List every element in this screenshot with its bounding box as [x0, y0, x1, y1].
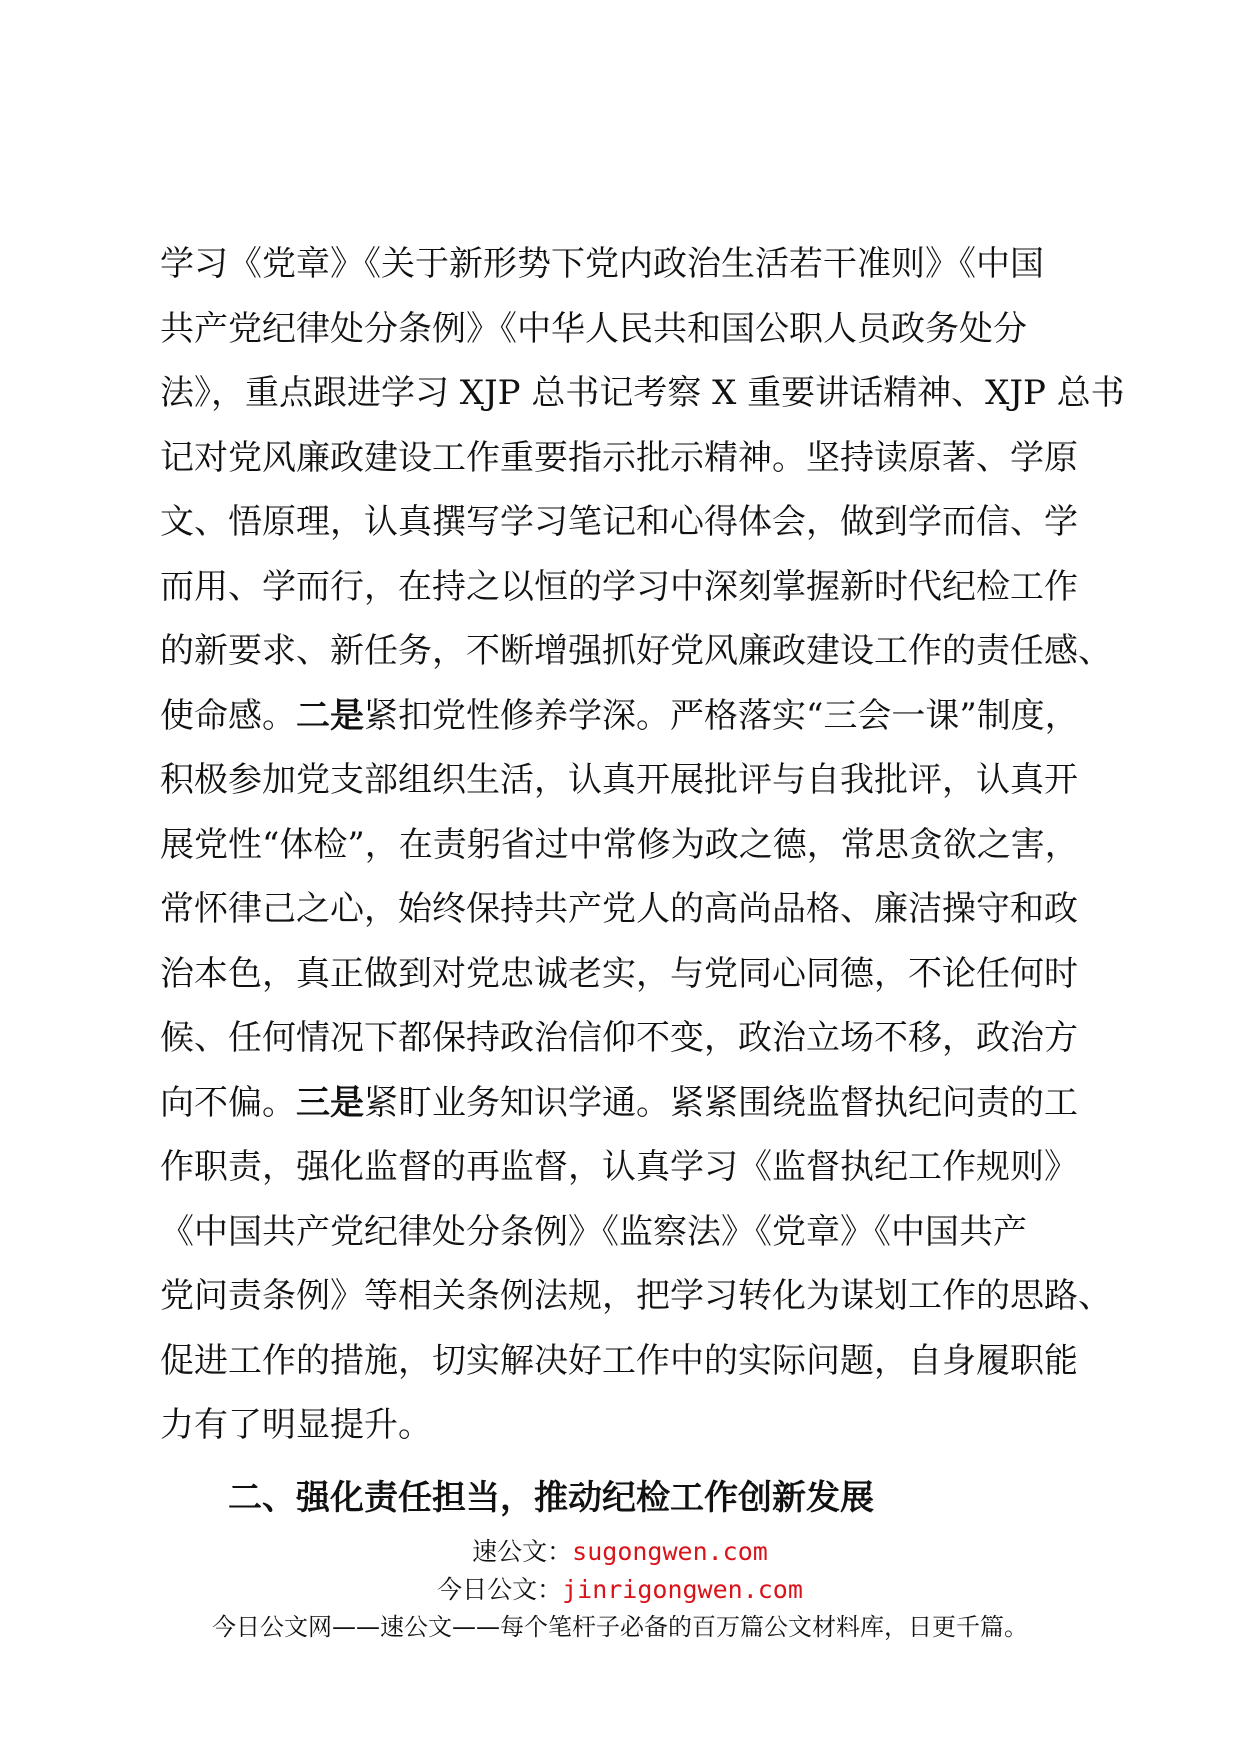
section-heading: 二、强化责任担当，推动纪检工作创新发展 — [228, 1478, 874, 1518]
text-line — [160, 942, 1090, 1007]
text-line — [160, 1329, 1090, 1394]
text-line — [160, 490, 1090, 555]
text-segment: 向不偏。 — [160, 1082, 296, 1123]
text-line — [160, 877, 1090, 942]
text-line — [160, 361, 1125, 426]
bold-marker: 二是 — [296, 695, 364, 736]
footer-line-jinrigongwen — [0, 1571, 1240, 1609]
text-segment: 法》，重点跟进学习 XJP 总书记考察 X 重要讲话精神、XJP 总书 — [160, 373, 1125, 413]
text-line — [160, 1135, 1090, 1200]
text-segment: 紧盯业务知识学通。紧紧围绕监督执纪问责的工 — [364, 1082, 1078, 1123]
text-line — [160, 297, 1090, 362]
footer-line-sugongwen — [0, 1533, 1240, 1571]
text-segment: 促进工作的措施，切实解决好工作中的实际问题，自身履职能 — [160, 1340, 1078, 1381]
text-segment: 学习《党章》《关于新形势下党内政治生活若干准则》《中国 — [160, 244, 1044, 284]
text-segment: 治本色，真正做到对党忠诚老实，与党同心同德，不论任何时 — [160, 953, 1078, 994]
text-segment: 紧扣党性修养学深。严格落实“三会一课”制度， — [364, 695, 1079, 736]
body-paragraph — [160, 232, 1125, 1458]
text-line — [160, 1200, 1090, 1265]
text-segment: 作职责，强化监督的再监督，认真学习《监督执纪工作规则》 — [160, 1147, 1078, 1187]
text-segment: 候、任何情况下都保持政治信仰不变，政治立场不移，政治方 — [160, 1018, 1078, 1058]
text-segment: 而用、学而行，在持之以恒的学习中深刻掌握新时代纪检工作 — [160, 566, 1078, 607]
text-segment: 展党性“体检”，在责躬省过中常修为政之德，常思贪欲之害， — [160, 824, 1079, 865]
text-line — [160, 684, 1090, 749]
text-line — [160, 426, 1090, 491]
text-line — [160, 748, 1090, 813]
text-segment: 的新要求、新任务，不断增强抓好党风廉政建设工作的责任感、 — [160, 631, 1112, 671]
text-segment: 文、悟原理，认真撰写学习笔记和心得体会，做到学而信、学 — [160, 502, 1078, 542]
text-segment: 党问责条例》等相关条例法规，把学习转化为谋划工作的思路、 — [160, 1276, 1112, 1316]
footer-label-sugongwen: 速公文： — [472, 1537, 573, 1566]
text-segment: 积极参加党支部组织生活，认真开展批评与自我批评，认真开 — [160, 760, 1078, 800]
text-segment: 共产党纪律处分条例》《中华人民共和国公职人员政务处分 — [160, 308, 1027, 349]
text-segment: 力有了明显提升。 — [160, 1405, 432, 1445]
footer-label-jinrigongwen: 今日公文： — [437, 1575, 563, 1604]
text-line — [160, 813, 1090, 878]
text-segment: 记对党风廉政建设工作重要指示批示精神。坚持读原著、学原 — [160, 437, 1078, 478]
footer — [0, 1533, 1240, 1645]
text-line — [160, 619, 1112, 684]
text-line — [160, 1006, 1090, 1071]
bold-marker: 三是 — [296, 1082, 364, 1123]
text-line — [160, 555, 1090, 620]
text-line — [160, 1071, 1090, 1136]
text-segment: 常怀律己之心，始终保持共产党人的高尚品格、廉洁操守和政 — [160, 889, 1078, 929]
text-line — [160, 232, 1090, 297]
sugongwen-link[interactable]: sugongwen.com — [572, 1537, 768, 1566]
jinrigongwen-link[interactable]: jinrigongwen.com — [562, 1575, 803, 1604]
text-line — [160, 1264, 1112, 1329]
text-line — [160, 1393, 1090, 1458]
text-segment: 使命感。 — [160, 695, 296, 736]
footer-slogan: 今日公文网——速公文——每个笔杆子必备的百万篇公文材料库，日更千篇。 — [212, 1613, 1028, 1641]
text-segment: 《中国共产党纪律处分条例》《监察法》《党章》《中国共产 — [160, 1211, 1027, 1252]
